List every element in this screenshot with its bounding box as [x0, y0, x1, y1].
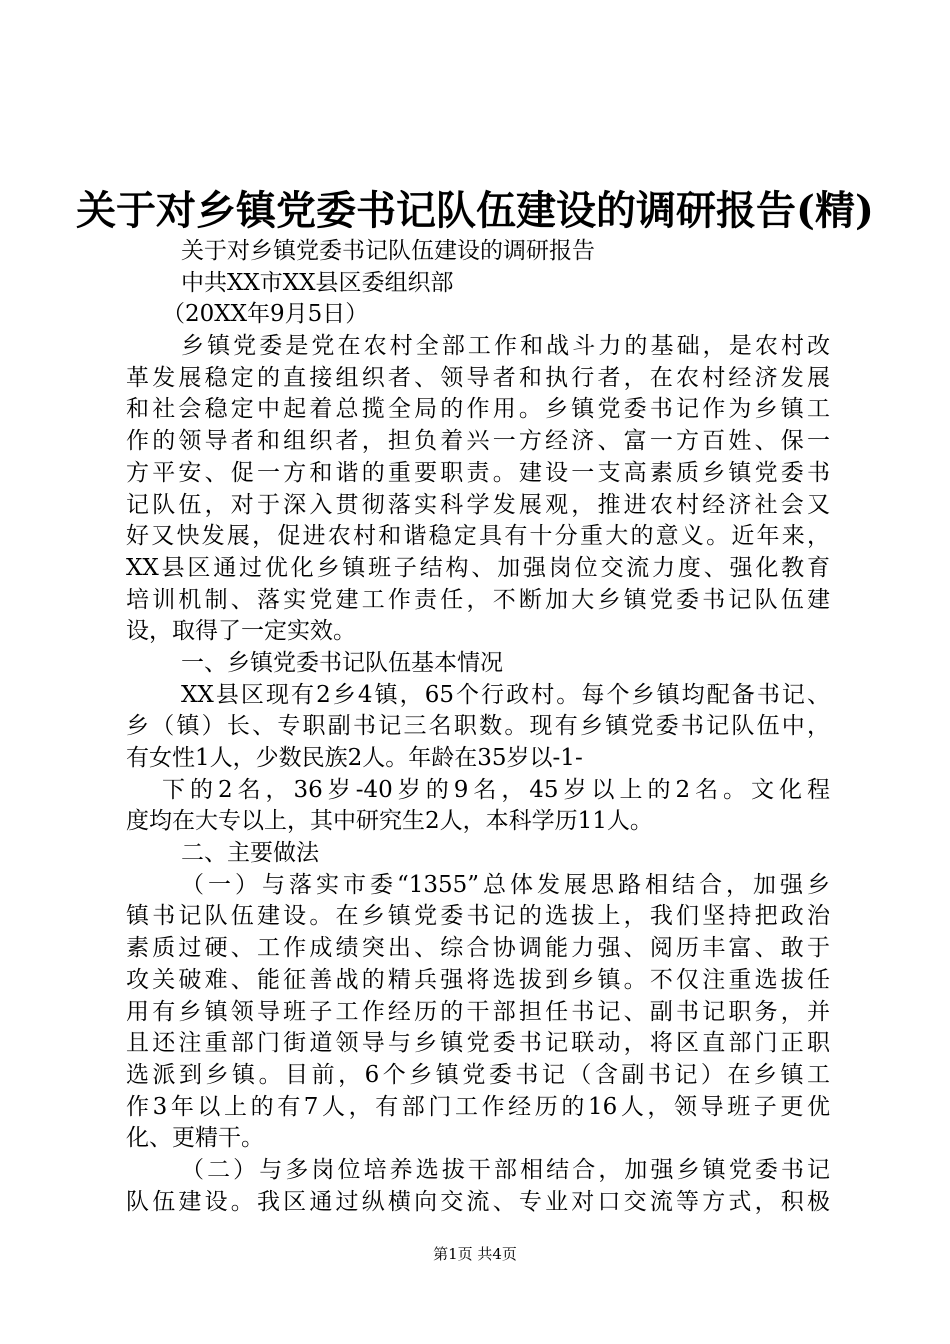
paragraph-line: 队伍建设。我区通过纵横向交流、专业对口交流等方式，积极 — [126, 1188, 830, 1215]
document-title: 关于对乡镇党委书记队伍建设的调研报告(精) — [76, 187, 874, 234]
author-line: 中共XX市XX县区委组织部 — [181, 269, 454, 296]
subtitle-line: 关于对乡镇党委书记队伍建设的调研报告 — [181, 238, 595, 264]
section-heading: 二、主要做法 — [181, 840, 319, 867]
paragraph-line: 方平安、促一方和谐的重要职责。建设一支高素质乡镇党委书 — [126, 459, 830, 486]
paragraph-line: 度均在大专以上，其中研究生2人，本科学历11人。 — [126, 808, 653, 835]
paragraph-line: 镇书记队伍建设。在乡镇党委书记的选拔上，我们坚持把政治 — [126, 903, 830, 930]
paragraph-line: 素质过硬、工作成绩突出、综合协调能力强、阅历丰富、敢于 — [126, 935, 830, 962]
paragraph-line: 有女性1人，少数民族2人。年龄在35岁以-1- — [126, 745, 583, 771]
paragraph-line: 作3年以上的有7人，有部门工作经历的16人，领导班子更优 — [126, 1093, 830, 1120]
paragraph-line: 乡镇党委是党在农村全部工作和战斗力的基础，是农村改 — [181, 333, 830, 360]
paragraph-line: 作的领导者和组织者，担负着兴一方经济、富一方百姓、保一 — [126, 428, 830, 455]
paragraph-line: 乡（镇）长、专职副书记三名职数。现有乡镇党委书记队伍中， — [126, 713, 830, 740]
paragraph-line: 好又快发展，促进农村和谐稳定具有十分重大的意义。近年来， — [126, 523, 830, 550]
paragraph-line: 下的2名，36岁-40岁的9名，45岁以上的2名。文化程 — [162, 776, 830, 803]
paragraph-line: 记队伍，对于深入贯彻落实科学发展观，推进农村经济社会又 — [126, 491, 830, 518]
paragraph-line: （一）与落实市委“1355”总体发展思路相结合，加强乡 — [181, 871, 830, 898]
paragraph-line: 设，取得了一定实效。 — [126, 618, 356, 645]
paragraph-line: 用有乡镇领导班子工作经历的干部担任书记、副书记职务，并 — [126, 998, 830, 1025]
paragraph-line: XX县区通过优化乡镇班子结构、加强岗位交流力度、强化教育 — [126, 554, 830, 581]
section-heading: 一、乡镇党委书记队伍基本情况 — [181, 649, 503, 676]
paragraph-line: 和社会稳定中起着总揽全局的作用。乡镇党委书记作为乡镇工 — [126, 396, 830, 423]
document-body — [126, 236, 830, 1218]
page-footer: 第1页 共4页 — [433, 1245, 517, 1263]
paragraph-line: 且还注重部门街道领导与乡镇党委书记联动，将区直部门正职 — [126, 1030, 830, 1057]
date-line: （20XX年9月5日） — [162, 301, 369, 328]
paragraph-line: 革发展稳定的直接组织者、领导者和执行者，在农村经济发展 — [126, 364, 830, 391]
paragraph-line: 攻关破难、能征善战的精兵强将选拔到乡镇。不仅注重选拔任 — [126, 966, 830, 993]
paragraph-line: 化、更精干。 — [126, 1125, 264, 1152]
paragraph-line: （二）与多岗位培养选拔干部相结合，加强乡镇党委书记 — [181, 1156, 830, 1183]
paragraph-line: XX县区现有2乡4镇，65个行政村。每个乡镇均配备书记、 — [181, 681, 830, 708]
paragraph-line: 选派到乡镇。目前，6个乡镇党委书记（含副书记）在乡镇工 — [126, 1061, 830, 1088]
paragraph-line: 培训机制、落实党建工作责任，不断加大乡镇党委书记队伍建 — [126, 586, 830, 613]
